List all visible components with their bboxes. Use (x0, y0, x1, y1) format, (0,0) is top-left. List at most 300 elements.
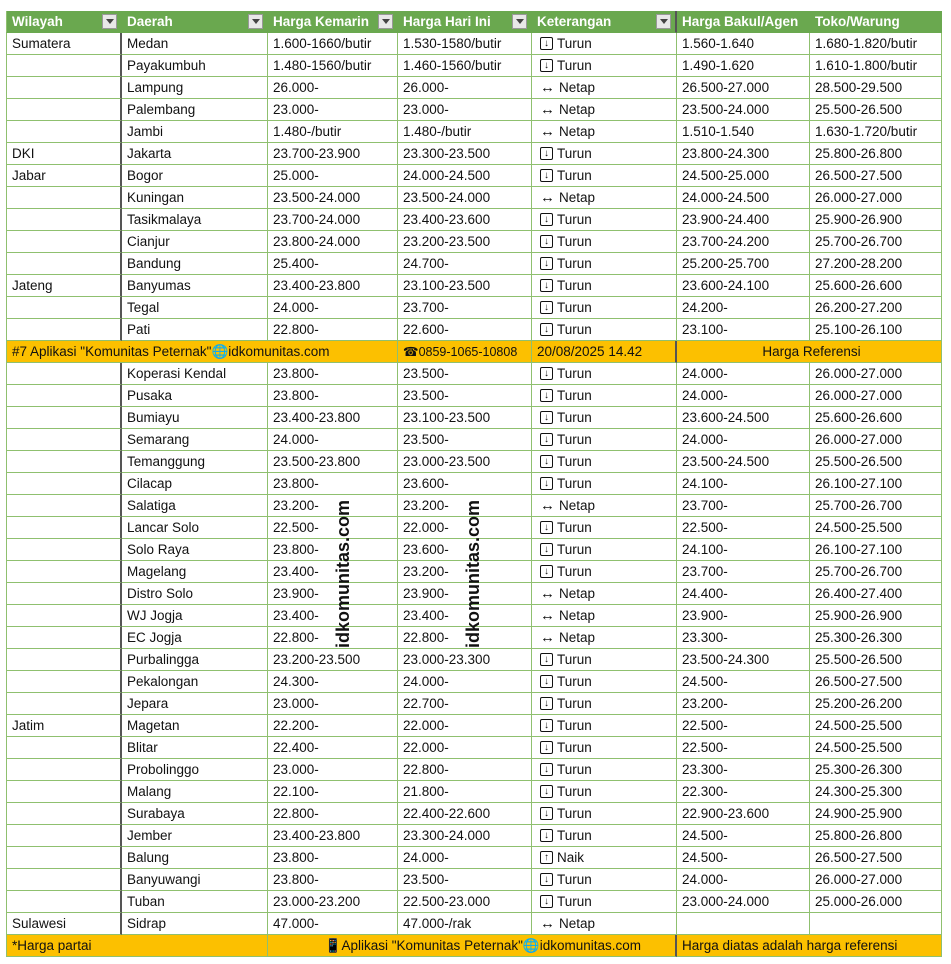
agent-price-cell (677, 77, 810, 99)
area-cell (122, 605, 268, 627)
status-text: Netap (559, 498, 596, 513)
prev-price-cell-text: 1.480-1560/butir (273, 58, 372, 73)
status-text: Netap (559, 586, 596, 601)
status-cell (532, 627, 677, 649)
down-arrow-icon: ↓ (540, 147, 553, 160)
globe-icon: 🌐 (522, 937, 540, 953)
today-price-cell (398, 363, 532, 385)
area-cell (122, 495, 268, 517)
area-cell-text: Surabaya (127, 806, 185, 821)
agent-price-cell-text: 22.500- (682, 520, 728, 535)
prev-price-cell-text: 1.480-/butir (273, 124, 342, 139)
prev-price-cell-text: 23.400- (273, 564, 319, 579)
prev-price-cell-text: 23.500-23.800 (273, 454, 361, 469)
prev-price-cell-text: 24.000- (273, 432, 319, 447)
area-cell-text: Lancar Solo (127, 520, 200, 535)
status-cell (532, 847, 677, 869)
globe-icon: 🌐 (211, 343, 229, 359)
shop-price-cell-text: 26.500-27.500 (815, 674, 903, 689)
phone-app-icon: 📱 (324, 937, 342, 953)
today-price-cell (398, 143, 532, 165)
today-price-cell-text: 23.600- (403, 476, 449, 491)
agent-price-cell-text: 22.300- (682, 784, 728, 799)
shop-price-cell (810, 715, 942, 737)
area-cell (122, 407, 268, 429)
status-cell (532, 671, 677, 693)
today-price-cell (398, 693, 532, 715)
area-cell (122, 143, 268, 165)
agent-price-cell-text: 26.500-27.000 (682, 80, 770, 95)
prev-price-cell-text: 24.300- (273, 674, 319, 689)
prev-price-cell-text: 23.800- (273, 542, 319, 557)
status-text: Netap (559, 190, 596, 205)
agent-price-cell (677, 869, 810, 891)
phone-icon: ☎ (403, 345, 419, 359)
left-right-arrow-icon: ↔ (540, 123, 555, 140)
prev-price-cell (268, 275, 398, 297)
header-0[interactable] (6, 11, 122, 33)
status-text: Turun (557, 454, 592, 469)
agent-price-cell (677, 231, 810, 253)
status-cell (532, 429, 677, 451)
status-cell (532, 473, 677, 495)
shop-price-cell (810, 561, 942, 583)
today-price-cell-text: 23.300-23.500 (403, 146, 491, 161)
shop-price-cell-text: 1.630-1.720/butir (815, 124, 918, 139)
status-cell (532, 319, 677, 341)
down-arrow-icon: ↓ (540, 235, 553, 248)
prev-price-cell-text: 23.800-24.000 (273, 234, 361, 249)
today-price-cell-text: 23.700- (403, 300, 449, 315)
area-cell-text: Salatiga (127, 498, 176, 513)
shop-price-cell-text: 26.000-27.000 (815, 432, 903, 447)
status-cell (532, 693, 677, 715)
agent-price-cell-text: 1.490-1.620 (682, 58, 755, 73)
area-cell-text: Kuningan (127, 190, 185, 205)
shop-price-cell-text: 25.000-26.000 (815, 894, 903, 909)
area-cell-text: Probolinggo (127, 762, 200, 777)
shop-price-cell-text: 24.300-25.300 (815, 784, 903, 799)
region-cell (6, 55, 122, 77)
shop-price-cell (810, 671, 942, 693)
shop-price-cell (810, 33, 942, 55)
down-arrow-icon: ↓ (540, 455, 553, 468)
down-arrow-icon: ↓ (540, 785, 553, 798)
agent-price-cell (677, 407, 810, 429)
area-cell-text: Koperasi Kendal (127, 366, 227, 381)
region-cell (6, 143, 122, 165)
prev-price-cell (268, 803, 398, 825)
today-price-cell-text: 23.500-24.000 (403, 190, 491, 205)
today-price-cell (398, 869, 532, 891)
area-cell (122, 759, 268, 781)
today-price-cell (398, 671, 532, 693)
status-cell (532, 209, 677, 231)
status-cell (532, 363, 677, 385)
agent-price-cell-text: 23.300- (682, 630, 728, 645)
shop-price-cell (810, 583, 942, 605)
agent-price-cell (677, 451, 810, 473)
prev-price-cell-text: 23.800- (273, 872, 319, 887)
shop-price-cell (810, 781, 942, 803)
prev-price-cell-text: 23.200- (273, 498, 319, 513)
shop-price-cell-text: 1.680-1.820/butir (815, 36, 918, 51)
down-arrow-icon: ↓ (540, 169, 553, 182)
area-cell-text: Lampung (127, 80, 184, 95)
left-right-arrow-icon: ↔ (540, 79, 555, 96)
shop-price-cell-text: 26.100-27.100 (815, 542, 903, 557)
area-cell-text: Cianjur (127, 234, 170, 249)
agent-price-cell (677, 627, 810, 649)
agent-price-cell-text: 1.560-1.640 (682, 36, 755, 51)
today-price-cell-text: 24.000- (403, 674, 449, 689)
shop-price-cell-text: 25.600-26.600 (815, 410, 903, 425)
agent-price-cell (677, 121, 810, 143)
shop-price-cell-text: 28.500-29.500 (815, 80, 903, 95)
shop-price-cell (810, 913, 942, 935)
today-price-cell (398, 231, 532, 253)
shop-price-cell-text: 26.000-27.000 (815, 366, 903, 381)
left-right-arrow-icon: ↔ (540, 607, 555, 624)
header-5-text: Harga Bakul/Agen (682, 14, 799, 29)
status-cell (532, 165, 677, 187)
region-cell (6, 363, 122, 385)
header-2-text: Harga Kemarin (273, 14, 370, 29)
prev-price-cell (268, 55, 398, 77)
filter-dropdown-icon[interactable] (378, 14, 393, 29)
down-arrow-icon: ↓ (540, 807, 553, 820)
prev-price-cell (268, 187, 398, 209)
agent-price-cell (677, 759, 810, 781)
agent-price-cell-text: 24.000- (682, 432, 728, 447)
prev-price-cell (268, 737, 398, 759)
site-link[interactable]: idkomunitas.com (228, 344, 330, 359)
region-cell (6, 187, 122, 209)
agent-price-cell (677, 385, 810, 407)
status-cell (532, 825, 677, 847)
prev-price-cell-text: 22.100- (273, 784, 319, 799)
shop-price-cell-text: 24.500-25.500 (815, 520, 903, 535)
area-cell (122, 913, 268, 935)
region-cell (6, 275, 122, 297)
agent-price-cell-text: 23.500-24.500 (682, 454, 770, 469)
region-cell (6, 231, 122, 253)
area-cell-text: Temanggung (127, 454, 206, 469)
phone-number: 0859-1065-10808 (418, 344, 518, 359)
agent-price-cell (677, 143, 810, 165)
shop-price-cell (810, 627, 942, 649)
today-price-cell-text: 22.800- (403, 630, 449, 645)
header-2[interactable] (268, 11, 398, 33)
shop-price-cell (810, 55, 942, 77)
status-cell (532, 759, 677, 781)
shop-price-cell (810, 517, 942, 539)
today-price-cell-text: 23.000- (403, 102, 449, 117)
status-cell (532, 803, 677, 825)
area-cell (122, 297, 268, 319)
agent-price-cell-text: 23.000-24.000 (682, 894, 770, 909)
status-text: Naik (557, 850, 585, 865)
status-text: Turun (557, 784, 592, 799)
shop-price-cell (810, 253, 942, 275)
down-arrow-icon: ↓ (540, 367, 553, 380)
region-cell (6, 253, 122, 275)
region-cell (6, 495, 122, 517)
prev-price-cell-text: 25.400- (273, 256, 319, 271)
status-text: Turun (557, 278, 592, 293)
area-cell (122, 473, 268, 495)
agent-price-cell-text: 24.000- (682, 388, 728, 403)
region-cell-text: Sulawesi (12, 916, 67, 931)
header-3[interactable] (398, 11, 532, 33)
down-arrow-icon: ↓ (540, 675, 553, 688)
down-arrow-icon: ↓ (540, 389, 553, 402)
agent-price-cell-text: 24.200- (682, 300, 728, 315)
down-arrow-icon: ↓ (540, 433, 553, 446)
footer-app (268, 935, 677, 957)
today-price-cell (398, 121, 532, 143)
agent-price-cell (677, 539, 810, 561)
area-cell (122, 627, 268, 649)
today-price-cell-text: 23.300-24.000 (403, 828, 491, 843)
status-text: Turun (557, 212, 592, 227)
area-cell-text: Pekalongan (127, 674, 199, 689)
status-text: Turun (557, 652, 592, 667)
info-bar-app (6, 341, 398, 363)
status-cell (532, 231, 677, 253)
agent-price-cell (677, 693, 810, 715)
area-cell-text: Banyumas (127, 278, 191, 293)
area-cell (122, 539, 268, 561)
shop-price-cell-text: 25.800-26.800 (815, 828, 903, 843)
filter-dropdown-icon[interactable] (512, 14, 527, 29)
today-price-cell-text: 24.700- (403, 256, 449, 271)
shop-price-cell (810, 825, 942, 847)
shop-price-cell-text: 27.200-28.200 (815, 256, 903, 271)
header-1[interactable] (122, 11, 268, 33)
agent-price-cell-text: 23.100- (682, 322, 728, 337)
area-cell (122, 209, 268, 231)
today-price-cell (398, 187, 532, 209)
down-arrow-icon: ↓ (540, 213, 553, 226)
filter-dropdown-icon[interactable] (656, 14, 671, 29)
down-arrow-icon: ↓ (540, 411, 553, 424)
status-text: Turun (557, 58, 592, 73)
shop-price-cell-text: 25.500-26.500 (815, 652, 903, 667)
prev-price-cell-text: 23.000- (273, 696, 319, 711)
shop-price-cell (810, 143, 942, 165)
region-cell-text: Jatim (12, 718, 45, 733)
down-arrow-icon: ↓ (540, 829, 553, 842)
today-price-cell (398, 33, 532, 55)
down-arrow-icon: ↓ (540, 895, 553, 908)
today-price-cell (398, 99, 532, 121)
prev-price-cell (268, 121, 398, 143)
prev-price-cell (268, 825, 398, 847)
region-cell (6, 583, 122, 605)
down-arrow-icon: ↓ (540, 37, 553, 50)
header-1-text: Daerah (127, 14, 173, 29)
status-text: Turun (557, 322, 592, 337)
shop-price-cell (810, 473, 942, 495)
area-cell (122, 99, 268, 121)
filter-dropdown-icon[interactable] (102, 14, 117, 29)
shop-price-cell-text: 25.700-26.700 (815, 498, 903, 513)
today-price-cell-text: 23.400- (403, 608, 449, 623)
agent-price-cell (677, 209, 810, 231)
header-3-text: Harga Hari Ini (403, 14, 491, 29)
area-cell-text: Distro Solo (127, 586, 194, 601)
left-right-arrow-icon: ↔ (540, 915, 555, 932)
shop-price-cell-text: 26.000-27.000 (815, 388, 903, 403)
shop-price-cell (810, 363, 942, 385)
prev-price-cell-text: 22.400- (273, 740, 319, 755)
status-text: Turun (557, 718, 592, 733)
today-price-cell-text: 23.100-23.500 (403, 410, 491, 425)
prev-price-cell-text: 23.800- (273, 366, 319, 381)
status-text: Turun (557, 674, 592, 689)
shop-price-cell-text: 25.500-26.500 (815, 102, 903, 117)
status-text: Turun (557, 36, 592, 51)
agent-price-cell-text: 24.500- (682, 828, 728, 843)
header-6-text: Toko/Warung (815, 14, 900, 29)
today-price-cell-text: 23.900- (403, 586, 449, 601)
agent-price-cell (677, 275, 810, 297)
down-arrow-icon: ↓ (540, 301, 553, 314)
agent-price-cell-text: 23.900- (682, 608, 728, 623)
footer-reference-note-text: Harga diatas adalah harga referensi (682, 938, 898, 953)
prev-price-cell (268, 77, 398, 99)
region-cell (6, 627, 122, 649)
agent-price-cell-text: 23.700- (682, 498, 728, 513)
agent-price-cell-text: 24.500- (682, 674, 728, 689)
header-4[interactable] (532, 11, 677, 33)
agent-price-cell (677, 803, 810, 825)
region-cell (6, 781, 122, 803)
area-cell-text: Magetan (127, 718, 180, 733)
site-link[interactable]: idkomunitas.com (539, 938, 641, 953)
today-price-cell (398, 297, 532, 319)
shop-price-cell (810, 407, 942, 429)
today-price-cell (398, 55, 532, 77)
shop-price-cell (810, 275, 942, 297)
today-price-cell-text: 23.000-23.300 (403, 652, 491, 667)
today-price-cell-text: 47.000-/rak (403, 916, 472, 931)
prev-price-cell-text: 23.400- (273, 608, 319, 623)
prev-price-cell-text: 23.800- (273, 388, 319, 403)
status-cell (532, 99, 677, 121)
shop-price-cell-text: 25.600-26.600 (815, 278, 903, 293)
region-cell (6, 671, 122, 693)
region-cell (6, 209, 122, 231)
today-price-cell (398, 737, 532, 759)
shop-price-cell-text: 26.200-27.200 (815, 300, 903, 315)
header-4-text: Keterangan (537, 14, 612, 29)
status-text: Turun (557, 894, 592, 909)
today-price-cell (398, 407, 532, 429)
agent-price-cell (677, 715, 810, 737)
region-cell (6, 891, 122, 913)
today-price-cell-text: 24.000- (403, 850, 449, 865)
area-cell-text: Sidrap (127, 916, 167, 931)
agent-price-cell-text: 22.500- (682, 718, 728, 733)
filter-dropdown-icon[interactable] (248, 14, 263, 29)
agent-price-cell (677, 825, 810, 847)
region-cell (6, 803, 122, 825)
today-price-cell (398, 913, 532, 935)
status-cell (532, 715, 677, 737)
status-cell (532, 275, 677, 297)
status-text: Netap (559, 80, 596, 95)
prev-price-cell (268, 429, 398, 451)
shop-price-cell-text: 25.800-26.800 (815, 146, 903, 161)
status-cell (532, 583, 677, 605)
agent-price-cell (677, 605, 810, 627)
info-bar-phone (398, 341, 532, 363)
shop-price-cell (810, 693, 942, 715)
shop-price-cell (810, 495, 942, 517)
shop-price-cell-text: 25.100-26.100 (815, 322, 903, 337)
status-cell (532, 143, 677, 165)
region-cell (6, 825, 122, 847)
prev-price-cell-text: 23.400-23.800 (273, 278, 361, 293)
agent-price-cell-text: 23.300- (682, 762, 728, 777)
area-cell-text: Jepara (127, 696, 169, 711)
prev-price-cell-text: 24.000- (273, 300, 319, 315)
region-cell-text: Sumatera (12, 36, 71, 51)
today-price-cell (398, 825, 532, 847)
status-cell (532, 385, 677, 407)
region-cell (6, 451, 122, 473)
agent-price-cell (677, 781, 810, 803)
down-arrow-icon: ↓ (540, 543, 553, 556)
info-bar-ref-text: Harga Referensi (762, 344, 861, 359)
up-arrow-icon: ↑ (540, 851, 553, 864)
prev-price-cell (268, 649, 398, 671)
area-cell (122, 693, 268, 715)
region-cell (6, 429, 122, 451)
shop-price-cell (810, 451, 942, 473)
shop-price-cell-text: 25.500-26.500 (815, 454, 903, 469)
today-price-cell (398, 803, 532, 825)
status-text: Turun (557, 432, 592, 447)
prev-price-cell (268, 869, 398, 891)
agent-price-cell-text: 24.400- (682, 586, 728, 601)
agent-price-cell (677, 517, 810, 539)
prev-price-cell-text: 1.600-1660/butir (273, 36, 372, 51)
status-text: Turun (557, 520, 592, 535)
status-cell (532, 253, 677, 275)
agent-price-cell-text: 24.500-25.000 (682, 168, 770, 183)
shop-price-cell-text: 24.500-25.500 (815, 740, 903, 755)
prev-price-cell (268, 99, 398, 121)
region-cell (6, 385, 122, 407)
today-price-cell-text: 24.000-24.500 (403, 168, 491, 183)
agent-price-cell (677, 671, 810, 693)
agent-price-cell-text: 23.700- (682, 564, 728, 579)
area-cell (122, 671, 268, 693)
status-cell (532, 869, 677, 891)
agent-price-cell-text: 23.600-24.100 (682, 278, 770, 293)
region-cell (6, 33, 122, 55)
status-cell (532, 495, 677, 517)
shop-price-cell (810, 539, 942, 561)
prev-price-cell-text: 23.900- (273, 586, 319, 601)
agent-price-cell (677, 55, 810, 77)
prev-price-cell-text: 23.000- (273, 762, 319, 777)
agent-price-cell (677, 649, 810, 671)
status-cell (532, 781, 677, 803)
